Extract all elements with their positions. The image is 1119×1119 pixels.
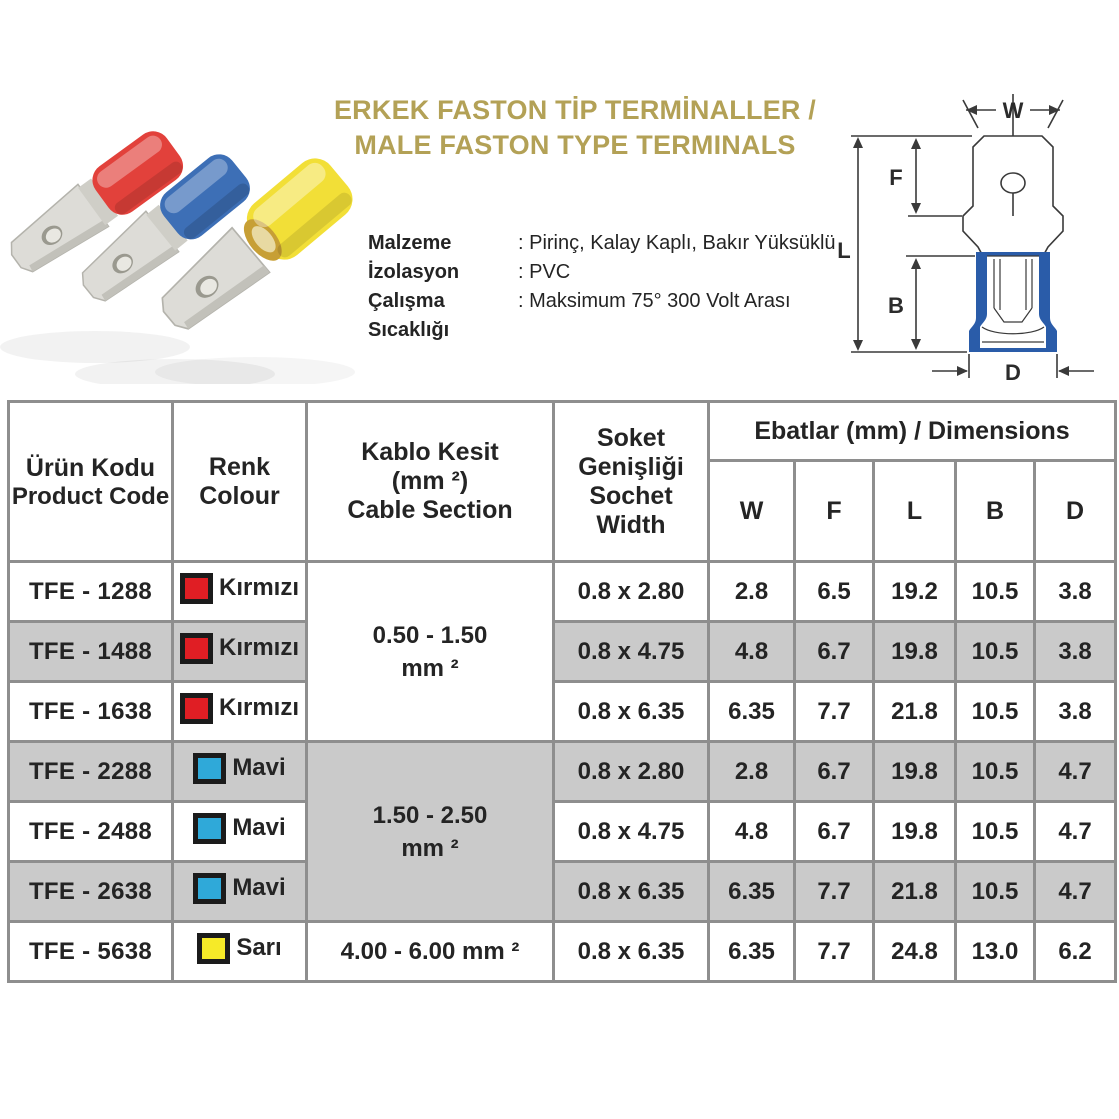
dim-b-cell: 10.5	[956, 802, 1035, 862]
col-header-dim-f: F	[795, 461, 874, 562]
socket-width-cell: 0.8 x 6.35	[554, 862, 709, 922]
colour-cell	[173, 802, 307, 862]
dim-l-cell: 24.8	[874, 922, 956, 982]
col-header-product-code	[9, 402, 173, 562]
colour-label: Mavi	[232, 814, 286, 841]
spec-row-insulation	[368, 258, 836, 287]
dim-label-l: L	[837, 238, 851, 263]
shadow	[0, 331, 190, 363]
dim-f-cell: 6.7	[795, 622, 874, 682]
cable-section-cell	[307, 742, 554, 922]
header-line: Colour	[199, 481, 280, 510]
socket-width-cell: 0.8 x 4.75	[554, 622, 709, 682]
product-code-cell: TFE - 2638	[9, 862, 173, 922]
spec-label: İzolasyon	[368, 261, 460, 283]
dim-w-cell: 2.8	[709, 742, 795, 802]
dim-label-f: F	[889, 165, 903, 190]
colour-cell	[173, 622, 307, 682]
dim-f-cell: 6.5	[795, 562, 874, 622]
colour-label: Sarı	[236, 934, 282, 961]
dim-d-cell: 4.7	[1035, 802, 1116, 862]
cable-range: 0.50 - 1.50	[372, 621, 488, 649]
dim-f-cell: 6.7	[795, 742, 874, 802]
colour-cell	[173, 562, 307, 622]
dim-b-cell: 13.0	[956, 922, 1035, 982]
header-line: Width	[596, 510, 666, 539]
table-row	[9, 802, 1116, 862]
cable-section-cell: 4.00 - 6.00 mm ²	[307, 922, 554, 982]
spec-row-temperature	[368, 287, 836, 345]
header-line: Kablo Kesit	[361, 438, 499, 466]
socket-width-cell: 0.8 x 4.75	[554, 802, 709, 862]
cable-section-cell	[307, 562, 554, 742]
dim-d-cell: 3.8	[1035, 622, 1116, 682]
terminal-yellow	[148, 150, 361, 344]
dim-d-cell: 3.8	[1035, 682, 1116, 742]
dim-label-d: D	[1005, 360, 1021, 385]
product-photo	[0, 112, 362, 384]
colour-cell	[173, 742, 307, 802]
dim-d-cell: 4.7	[1035, 742, 1116, 802]
cable-unit: mm ²	[401, 654, 459, 682]
colour-cell	[173, 682, 307, 742]
dim-b-cell: 10.5	[956, 862, 1035, 922]
dim-w-cell: 2.8	[709, 562, 795, 622]
spec-label: Malzeme	[368, 232, 452, 254]
product-code-cell: TFE - 1488	[9, 622, 173, 682]
cable-unit: mm ²	[401, 834, 459, 862]
dim-label-b: B	[888, 293, 904, 318]
spec-row-material	[368, 229, 836, 258]
colour-swatch	[193, 813, 226, 844]
dim-b-cell: 10.5	[956, 742, 1035, 802]
colour-label: Kırmızı	[218, 634, 299, 661]
colour-cell	[173, 922, 307, 982]
dim-b-cell: 10.5	[956, 562, 1035, 622]
header-line: Renk	[208, 452, 271, 481]
colour-label: Mavi	[232, 874, 286, 901]
dim-l-cell: 19.8	[874, 802, 956, 862]
header-line: Soket	[596, 423, 666, 452]
col-header-colour	[173, 402, 307, 562]
colour-swatch	[193, 753, 226, 784]
dim-l-cell: 21.8	[874, 862, 956, 922]
col-header-dim-b: B	[956, 461, 1035, 562]
colour-label: Mavi	[232, 754, 286, 781]
product-code-cell: TFE - 5638	[9, 922, 173, 982]
product-code-cell: TFE - 1638	[9, 682, 173, 742]
page-title-line1: ERKEK FASTON TİP TERMİNALLER /	[333, 95, 817, 125]
dim-l-cell: 21.8	[874, 682, 956, 742]
table-row	[9, 922, 1116, 982]
dim-w-cell: 4.8	[709, 802, 795, 862]
dim-b-cell: 10.5	[956, 622, 1035, 682]
product-code-cell: TFE - 2488	[9, 802, 173, 862]
dim-w-cell: 4.8	[709, 622, 795, 682]
dim-f-cell: 7.7	[795, 922, 874, 982]
col-header-dim-l: L	[874, 461, 956, 562]
colour-label: Kırmızı	[218, 694, 299, 721]
spec-table	[7, 400, 1117, 983]
table-row	[9, 862, 1116, 922]
socket-width-cell: 0.8 x 2.80	[554, 742, 709, 802]
socket-width-cell: 0.8 x 6.35	[554, 922, 709, 982]
product-code-cell: TFE - 2288	[9, 742, 173, 802]
socket-width-cell: 0.8 x 2.80	[554, 562, 709, 622]
header-line: Ürün Kodu	[25, 453, 156, 482]
spec-value: : Maksimum 75° 300 Volt Arası	[518, 290, 791, 312]
product-code-cell: TFE - 1288	[9, 562, 173, 622]
dim-d-cell: 3.8	[1035, 562, 1116, 622]
header-line: Cable Section	[347, 496, 513, 524]
col-header-cable-section	[307, 402, 554, 562]
table-row	[9, 742, 1116, 802]
colour-swatch	[180, 693, 213, 724]
header-line: Sochet	[589, 481, 673, 510]
dim-l-cell: 19.8	[874, 622, 956, 682]
colour-swatch	[197, 933, 230, 964]
header-line: Genişliği	[578, 452, 684, 481]
colour-cell	[173, 862, 307, 922]
page-title	[330, 93, 820, 163]
page-title-line2: MALE FASTON TYPE TERMINALS	[354, 130, 796, 160]
spec-value: : PVC	[518, 261, 571, 283]
colour-label: Kırmızı	[218, 574, 299, 601]
table-row	[9, 562, 1116, 622]
colour-swatch	[193, 873, 226, 904]
spec-value: : Pirinç, Kalay Kaplı, Bakır Yüksüklü	[518, 232, 836, 254]
dim-f-cell: 7.7	[795, 862, 874, 922]
spec-label: Çalışma Sıcaklığı	[368, 290, 450, 341]
table-row	[9, 622, 1116, 682]
dim-d-cell: 6.2	[1035, 922, 1116, 982]
col-header-dim-w: W	[709, 461, 795, 562]
col-header-dim-d: D	[1035, 461, 1116, 562]
header-line: Product Code	[11, 482, 170, 510]
spec-list	[368, 229, 836, 345]
dim-w-cell: 6.35	[709, 682, 795, 742]
dim-l-cell: 19.8	[874, 742, 956, 802]
dim-label-w: W	[1002, 98, 1024, 123]
table-row	[9, 682, 1116, 742]
cable-range: 1.50 - 2.50	[372, 801, 488, 829]
col-header-socket-width	[554, 402, 709, 562]
dim-l-cell: 19.2	[874, 562, 956, 622]
dim-w-cell: 6.35	[709, 862, 795, 922]
dim-d-cell: 4.7	[1035, 862, 1116, 922]
col-header-dimensions-group: Ebatlar (mm) / Dimensions	[709, 402, 1116, 461]
socket-width-cell: 0.8 x 6.35	[554, 682, 709, 742]
dim-f-cell: 7.7	[795, 682, 874, 742]
colour-swatch	[180, 573, 213, 604]
colour-swatch	[180, 633, 213, 664]
dim-w-cell: 6.35	[709, 922, 795, 982]
dimension-diagram	[826, 80, 1118, 392]
dim-b-cell: 10.5	[956, 682, 1035, 742]
dim-f-cell: 6.7	[795, 802, 874, 862]
header-line: (mm ²)	[391, 467, 469, 495]
